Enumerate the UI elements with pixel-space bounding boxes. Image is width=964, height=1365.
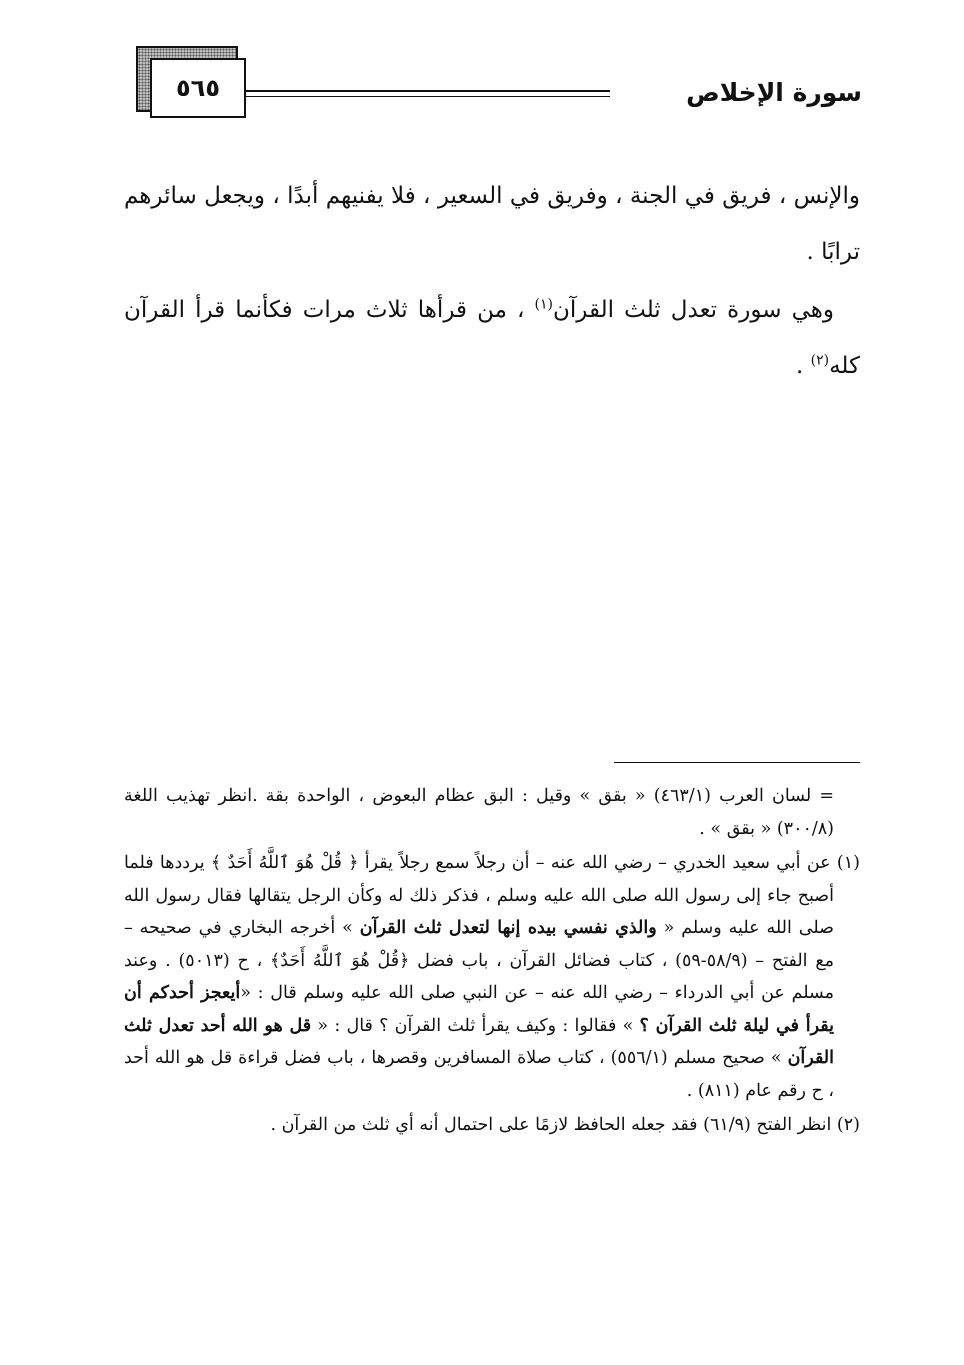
header-rule-thin xyxy=(246,96,610,97)
paragraph-2-part-c: . xyxy=(796,353,811,379)
footnote-1-part-a: (١) عن أبي سعيد الخدري – رضي الله عنه – أن رجلاً سمع رجلاً يقرأ ﴿ قُلْ هُوَ ٱللَّهُ أَحَدٌ ﴾ يرددها فلما أصبح جاء إلى رسول الله صلى الله عليه وسلم ، فذكر ذلك له وكأن الرجل يتقالها فقال رسول الله صلى الله عليه وسلم « xyxy=(124,853,860,938)
footnote-2: (٢) انظر الفتح (٦١/٩) فقد جعله الحافظ لازمًا على احتمال أنه أي ثلث من القرآن . xyxy=(270,1115,860,1135)
footnote-1-part-d: » فقالوا : وكيف يقرأ ثلث القرآن ؟ قال : « xyxy=(311,1015,640,1036)
main-text xyxy=(124,168,860,394)
footnote-ref-2: (٢) xyxy=(810,352,830,369)
paragraph-2-part-a: وهي سورة تعدل ثلث القرآن xyxy=(553,297,834,323)
footnote-1-hadith-1: والذي نفسي بيده إنها لتعدل ثلث القرآن xyxy=(359,918,657,938)
page-number: ٥٦٥ xyxy=(150,58,246,118)
surah-title: سورة الإخلاص xyxy=(686,78,862,107)
footnote-continuation: = لسان العرب (٤٦٣/١) « بقق » وقيل : البق عظام البعوض ، الواحدة بقة .انظر تهذيب اللغة (٣٠٠/٨) « بقق » . xyxy=(124,786,834,839)
footnote-separator xyxy=(614,762,860,763)
header-rule xyxy=(246,90,610,92)
footnotes xyxy=(124,780,860,1142)
footnote-1-part-e: » صحيح مسلم (٥٥٦/١) ، كتاب صلاة المسافرين وقصرها ، باب فضل قراءة قل هو الله أحد ، ح رقم عام (٨١١) . xyxy=(124,1048,834,1101)
footnote-1-part-c: » أخرجه البخاري في صحيحه – مع الفتح – (٥٨/٩-٥٩) ، كتاب فضائل القرآن ، باب فضل ﴿قُلْ هُوَ ٱللَّهُ أَحَدٌ﴾ ، ح (٥٠١٣) . وعند مسلم عن أبي الدرداء – رضي الله عنه – عن النبي صلى الله عليه وسلم قال : « xyxy=(124,918,835,1003)
paragraph-2-part-b: ، من قرأها ثلاث مرات فكأنما قرأ القرآن كله xyxy=(124,297,860,379)
paragraph-2 xyxy=(124,282,860,394)
footnote-1-hadith-2: أيعجز أحدكم أن يقرأ في ليلة ثلث القرآن ؟ xyxy=(124,983,834,1036)
footnote-1 xyxy=(124,847,860,1107)
footnote-1-hadith-3: قل هو الله أحد تعدل ثلث القرآن xyxy=(124,1015,834,1068)
footnote-ref-1: (١) xyxy=(534,296,554,313)
paragraph-1: والإنس ، فريق في الجنة ، وفريق في السعير ، فلا يفنيهم أبدًا ، ويجعل سائرهم ترابًا . xyxy=(124,183,860,265)
